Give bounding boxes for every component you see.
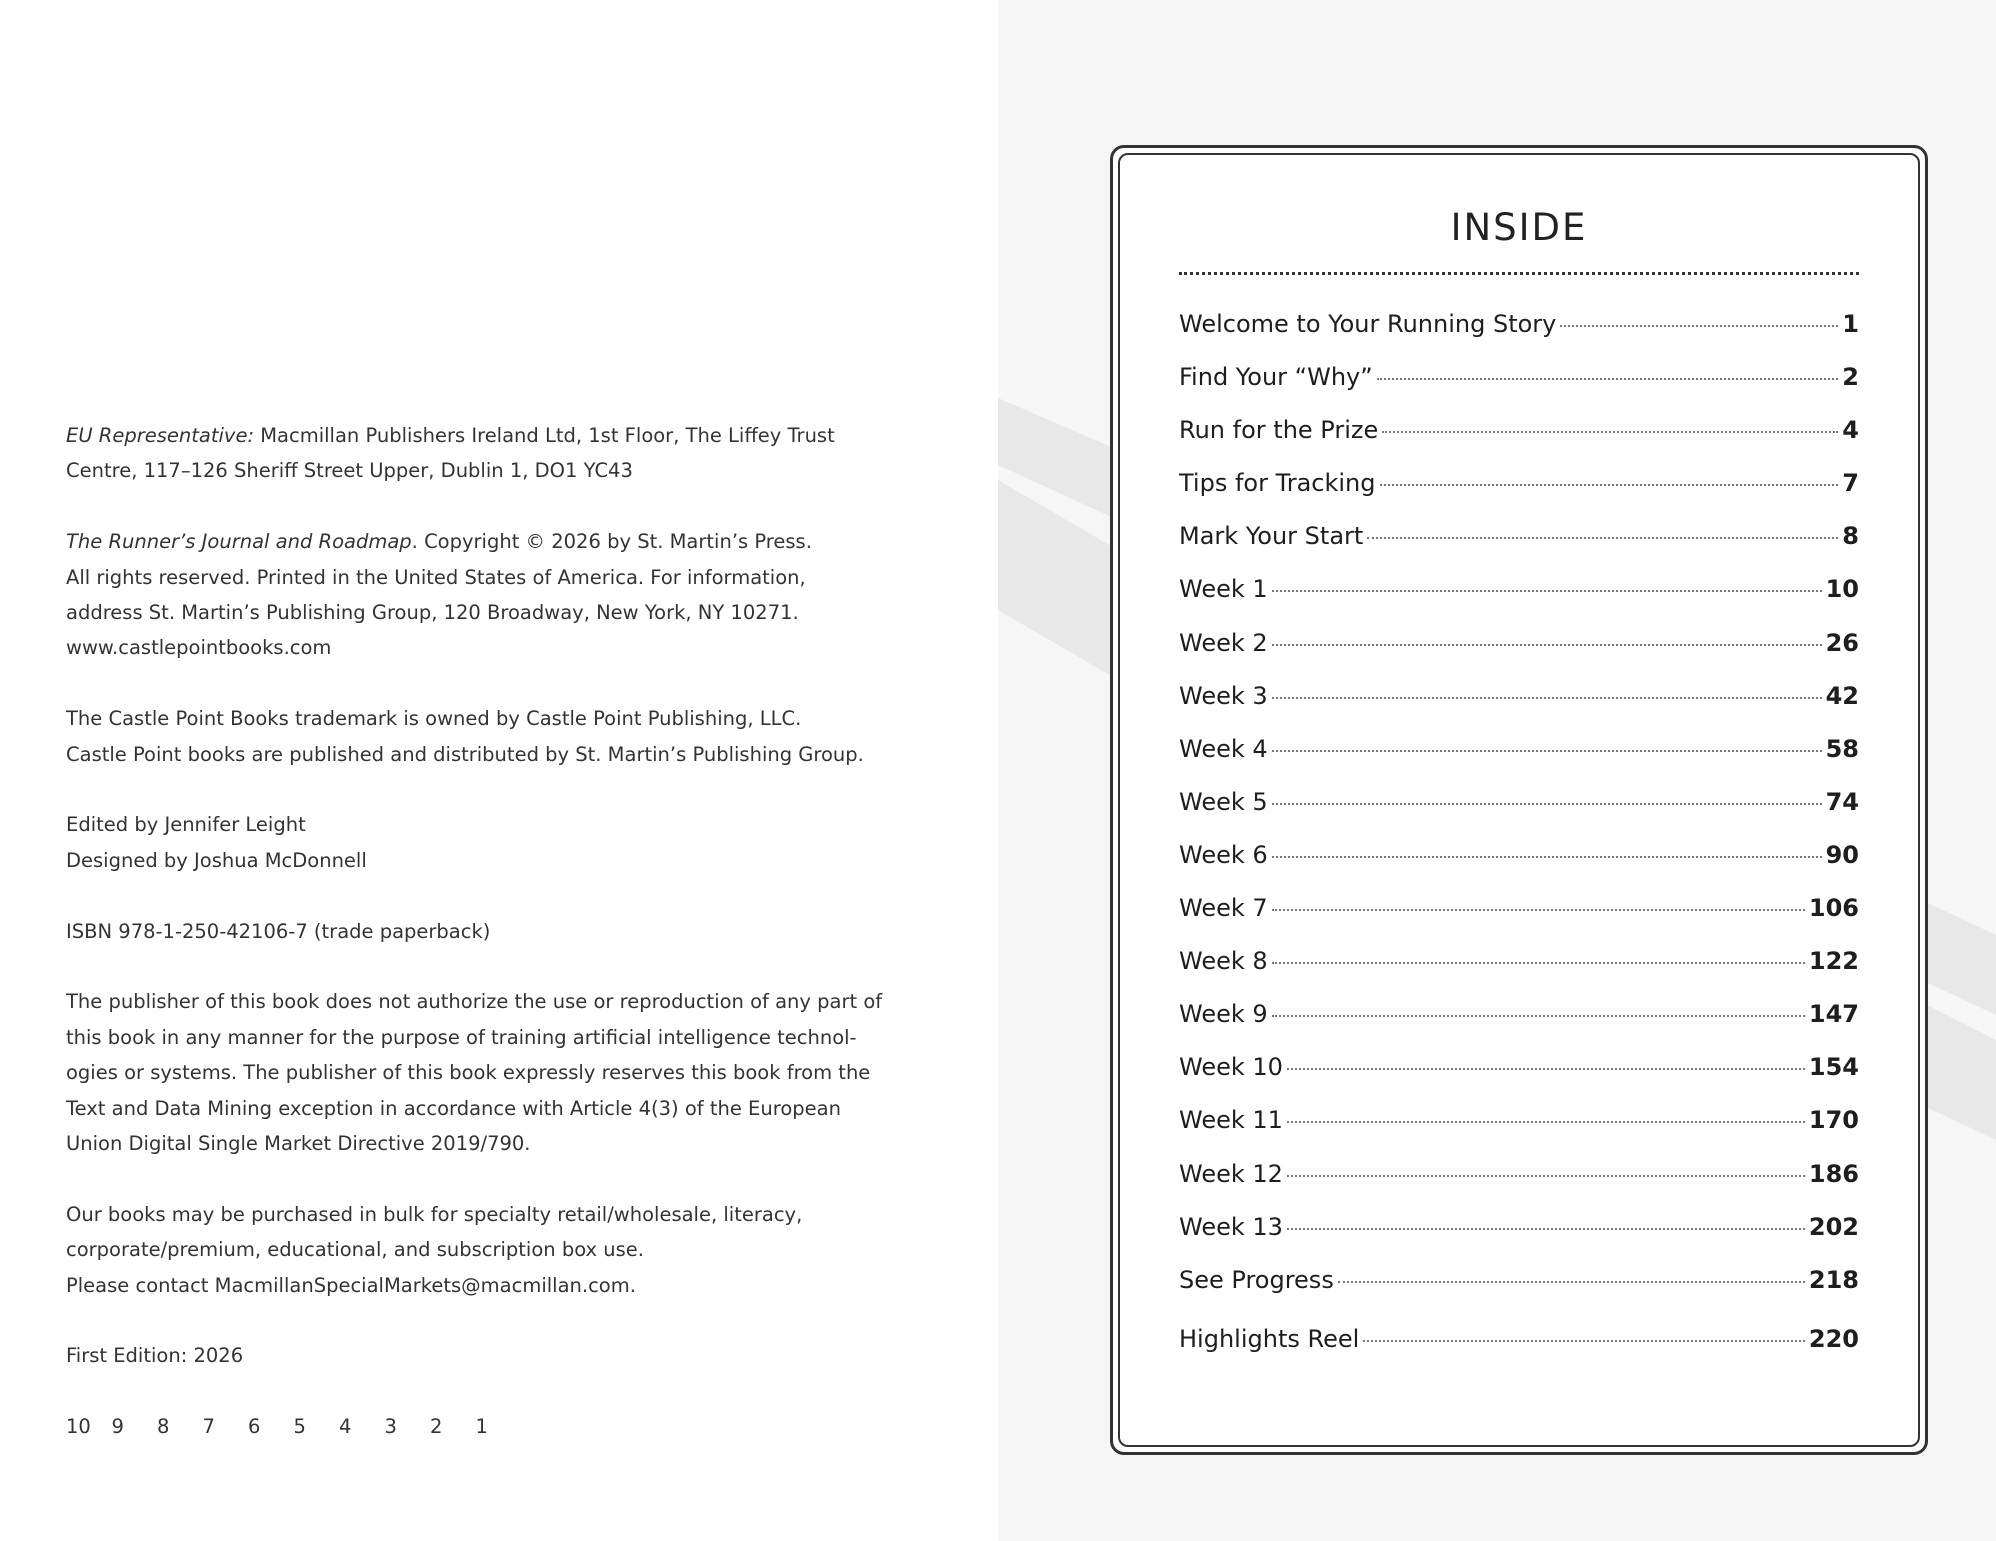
printing-line: [66, 1409, 826, 1444]
toc-dot-leader: [1272, 590, 1822, 592]
isbn: [66, 914, 826, 949]
toc-entry: [1179, 1160, 1859, 1213]
toc-entry: [1179, 310, 1859, 363]
toc-entry: [1179, 947, 1859, 1000]
trademark-line: Castle Point books are published and distributed by St. Martin’s Publishing Group.: [66, 742, 864, 766]
toc-entry-label: See Progress: [1179, 1265, 1334, 1294]
isbn-line: ISBN 978-1-250-42106-7 (trade paperback): [66, 919, 491, 943]
toc-dot-leader: [1287, 1175, 1805, 1177]
toc-title: INSIDE: [1450, 206, 1588, 249]
toc-entry: [1179, 894, 1859, 947]
toc-dot-leader: [1367, 537, 1838, 539]
trademark-line: The Castle Point Books trademark is owned by Castle Point Publishing, LLC.: [66, 707, 802, 731]
table-of-contents: [1110, 145, 1928, 1455]
toc-entry: [1179, 1000, 1859, 1053]
toc-dot-leader: [1272, 962, 1805, 964]
toc-entry-label: Week 13: [1179, 1212, 1283, 1241]
toc-entry-label: Week 4: [1179, 734, 1268, 763]
toc-entry-label: Week 6: [1179, 840, 1268, 869]
toc-entry-page-number: 90: [1825, 840, 1859, 869]
toc-entry-page-number: 218: [1808, 1265, 1859, 1294]
toc-dot-leader: [1287, 1068, 1805, 1070]
toc-dot-leader: [1382, 431, 1838, 433]
printing-number: 7: [202, 1415, 215, 1439]
toc-entry-page-number: 202: [1808, 1212, 1859, 1241]
toc-entry-label: Week 8: [1179, 947, 1268, 976]
toc-dot-leader: [1560, 325, 1838, 327]
toc-entry-page-number: 10: [1825, 575, 1859, 604]
toc-entry-page-number: 4: [1842, 416, 1859, 445]
bulk-sales-line: corporate/premium, educational, and subscription box use.: [66, 1238, 644, 1262]
bulk-sales-notice: [66, 1197, 826, 1303]
bulk-sales-line: Our books may be purchased in bulk for specialty retail/wholesale, literacy,: [66, 1202, 803, 1226]
toc-entry-page-number: 170: [1808, 1106, 1859, 1135]
toc-entry-page-number: 106: [1808, 894, 1859, 923]
printing-number: 1: [475, 1415, 488, 1439]
printing-number: 2: [430, 1415, 443, 1439]
toc-entry: [1179, 522, 1859, 575]
toc-entry: [1179, 788, 1859, 841]
eu-rep-label: EU Representative:: [66, 424, 255, 447]
ai-notice-line: Text and Data Mining exception in accordance with Article 4(3) of the European: [66, 1096, 841, 1120]
printing-number: 8: [157, 1415, 170, 1439]
toc-entry: [1179, 841, 1859, 894]
editor-credit: Edited by Jennifer Leight: [66, 813, 306, 837]
toc-dot-leader: [1287, 1121, 1805, 1123]
toc-entry-page-number: 7: [1842, 469, 1859, 498]
toc-entry-label: Week 3: [1179, 681, 1268, 710]
toc-entry: [1179, 1053, 1859, 1106]
credits: [66, 807, 826, 878]
toc-entry-page-number: 74: [1825, 787, 1859, 816]
designer-credit: Designed by Joshua McDonnell: [66, 848, 367, 872]
toc-entry-page-number: 147: [1808, 1000, 1859, 1029]
printing-number: 6: [248, 1415, 261, 1439]
printing-number: 3: [384, 1415, 397, 1439]
copyright-line: All rights reserved. Printed in the United States of America. For information,: [66, 565, 806, 589]
eu-rep-line: Macmillan Publishers Ireland Ltd, 1st Floor, The Liffey Trust: [260, 424, 835, 447]
toc-dot-leader: [1380, 484, 1839, 486]
toc-entry-page-number: 1: [1842, 310, 1859, 338]
toc-entry-label: Week 12: [1179, 1159, 1283, 1188]
toc-entry-label: Week 1: [1179, 575, 1268, 604]
toc-list: [1179, 310, 1859, 1378]
toc-entry-page-number: 42: [1825, 681, 1859, 710]
toc-entry-page-number: 220: [1808, 1324, 1859, 1353]
toc-entry: [1179, 629, 1859, 682]
toc-dot-leader: [1272, 1015, 1805, 1017]
ai-notice-line: ogies or systems. The publisher of this book expressly reserves this book from the: [66, 1061, 871, 1085]
toc-entry: [1179, 575, 1859, 628]
toc-entry-page-number: 8: [1842, 522, 1859, 551]
eu-representative: [66, 418, 835, 489]
toc-dot-leader: [1272, 644, 1822, 646]
toc-entry-page-number: 154: [1808, 1053, 1859, 1082]
book-title: The Runner’s Journal and Roadmap: [66, 530, 412, 554]
toc-entry-label: Week 10: [1179, 1053, 1283, 1082]
toc-divider: [1179, 272, 1859, 275]
bulk-sales-line: Please contact MacmillanSpecialMarkets@macmillan.com.: [66, 1273, 636, 1297]
trademark-notice: [66, 701, 864, 772]
toc-entry-label: Welcome to Your Running Story: [1179, 310, 1557, 338]
toc-entry-label: Week 11: [1179, 1106, 1283, 1135]
toc-entry-label: Mark Your Start: [1179, 522, 1364, 551]
toc-entry-label: Week 7: [1179, 894, 1268, 923]
toc-entry-label: Week 9: [1179, 1000, 1268, 1029]
copyright-line: . Copyright © 2026 by St. Martin’s Press.: [411, 530, 812, 554]
toc-entry-label: Tips for Tracking: [1179, 469, 1376, 498]
toc-entry: [1179, 1106, 1859, 1159]
copyright-notice: [66, 524, 826, 666]
printing-number: 5: [293, 1415, 306, 1439]
edition-line: First Edition: 2026: [66, 1344, 244, 1368]
toc-entry-page-number: 122: [1808, 947, 1859, 976]
ai-notice-line: this book in any manner for the purpose of training artificial intelligence technol-: [66, 1025, 857, 1049]
toc-entry-page-number: 26: [1825, 628, 1859, 657]
copyright-line: address St. Martin’s Publishing Group, 120 Broadway, New York, NY 10271.: [66, 601, 799, 625]
eu-rep-line: Centre, 117–126 Sheriff Street Upper, Dublin 1, DO1 YC43: [66, 459, 633, 483]
printing-number: 10: [66, 1415, 91, 1439]
toc-entry: [1179, 363, 1859, 416]
toc-entry-page-number: 58: [1825, 734, 1859, 763]
toc-entry-label: Week 5: [1179, 787, 1268, 816]
toc-dot-leader: [1272, 856, 1822, 858]
toc-entry-label: Week 2: [1179, 628, 1268, 657]
toc-entry: [1179, 682, 1859, 735]
toc-entry: [1179, 1213, 1859, 1266]
ai-notice: [66, 984, 883, 1161]
toc-entry-page-number: 2: [1842, 363, 1859, 392]
toc-entry: [1179, 416, 1859, 469]
toc-entry: [1179, 735, 1859, 788]
printing-number: 9: [111, 1415, 124, 1439]
toc-dot-leader: [1272, 697, 1822, 699]
ai-notice-line: The publisher of this book does not authorize the use or reproduction of any part of: [66, 990, 883, 1014]
toc-dot-leader: [1363, 1340, 1805, 1342]
toc-entry: [1179, 469, 1859, 522]
toc-dot-leader: [1287, 1228, 1805, 1230]
toc-dot-leader: [1377, 378, 1839, 380]
toc-entry-label: Highlights Reel: [1179, 1324, 1360, 1353]
copyright-text-block: [66, 418, 883, 1445]
toc-entry-page-number: 186: [1808, 1159, 1859, 1188]
toc-entry: [1179, 1266, 1859, 1319]
toc-dot-leader: [1272, 750, 1822, 752]
toc-entry: [1179, 1325, 1859, 1378]
edition: [66, 1338, 826, 1373]
toc-dot-leader: [1338, 1281, 1805, 1283]
website-link: www.castlepointbooks.com: [66, 636, 332, 660]
printing-number: 4: [339, 1415, 352, 1439]
toc-entry-label: Find Your “Why”: [1179, 363, 1373, 392]
toc-dot-leader: [1272, 803, 1822, 805]
toc-dot-leader: [1272, 909, 1805, 911]
ai-notice-line: Union Digital Single Market Directive 2019/790.: [66, 1132, 531, 1156]
toc-entry-label: Run for the Prize: [1179, 416, 1379, 445]
